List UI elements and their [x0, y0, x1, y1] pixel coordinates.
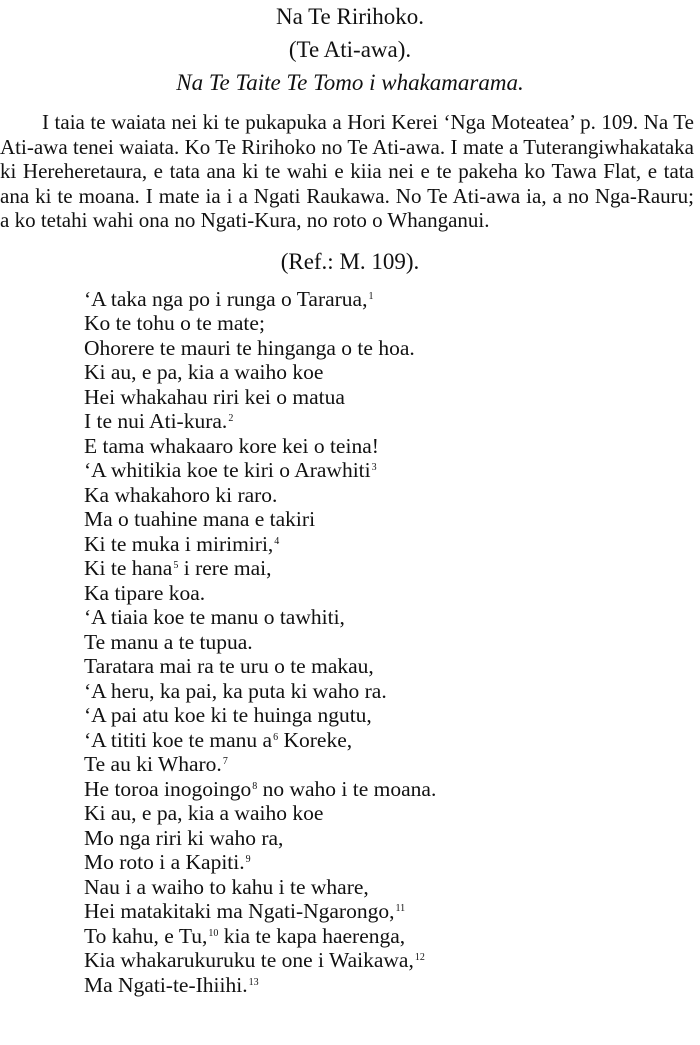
poem-line-text: Mo nga riri ki waho ra, [84, 825, 284, 850]
poem-line [84, 605, 700, 630]
poem-line [84, 483, 700, 508]
poem-line-text: Ko te tohu o te mate; [84, 311, 265, 335]
poem-line [84, 679, 700, 704]
poem-line-text: E tama whakaaro kore kei o teina! [84, 433, 379, 458]
footnote-marker: 12 [414, 952, 425, 963]
poem-line [84, 948, 700, 973]
poem-line [84, 630, 700, 655]
footnote-marker: 6 [273, 731, 279, 743]
intro-paragraph: I taia te waiata nei ki te pukapuka a Hori Kerei ‘Nga Moteatea’ p. 109. Na Te Ati-awa tenei waiata. Ko Te Ririhoko no Te Ati-awa. I mate a Tuterangiwhakataka ki Hereheretaura, e tata ana ki te wahi e kiia nei e te pakeha ko Tawa Flat, e tata ana ki te moana. I mate ia i a Ngati Raukawa. No Te Ati-awa ia, a no Nga-Rauru; a ko tetahi wahi ona no Ngati-Kura, no roto o Whanganui. [0, 110, 694, 232]
poem-line-text: Ki au, e pa, kia a waiho koe [84, 801, 324, 825]
poem-line [84, 360, 700, 385]
poem-line-text: Ohorere te mauri te hinganga o te hoa. [84, 335, 415, 360]
poem-line-text: Ki te hana [84, 556, 173, 580]
poem-line-text: kia te kapa haerenga, [218, 923, 406, 948]
poem-line-text: Hei matakitaki ma Ngati-Ngarongo, [84, 899, 395, 923]
poem-line-text: Te au ki Wharo. [84, 752, 222, 776]
poem-line-text: i rere mai, [178, 556, 272, 580]
poem-line [84, 458, 700, 483]
footnote-marker: 7 [222, 756, 228, 767]
reference-line: (Ref.: M. 109). [280, 248, 420, 274]
poem-line-text: no waho i te moana. [257, 776, 437, 801]
poem-line-text: Ki au, e pa, kia a waiho koe [84, 360, 324, 384]
footnote-marker: 11 [395, 903, 406, 914]
poem-line [84, 336, 700, 361]
footnote-marker: 8 [252, 780, 258, 792]
footnote-marker: 9 [245, 854, 251, 865]
poem-line [84, 385, 700, 410]
poem-line-text: Ki te muka i mirimiri, [84, 531, 274, 556]
poem-line [84, 752, 700, 777]
author-line: Na Te Taite Te Tomo i whakamarama. [176, 70, 524, 95]
poem-line [84, 654, 700, 679]
poem-line [84, 532, 700, 557]
poem-line-text: Mo roto i a Kapiti. [84, 850, 245, 874]
poem-line-text: Te manu a te tupua. [84, 629, 253, 654]
footnote-marker: 3 [371, 462, 377, 473]
tribe-subtitle: (Te Ati-awa). [288, 37, 412, 62]
poem-line-text: Ma o tuahine mana e takiri [84, 507, 316, 531]
poem-line [84, 728, 700, 753]
footnote-marker: 1 [368, 290, 374, 302]
poem-line [84, 924, 700, 949]
poem-line-text: ‘A pai atu koe ki te huinga ngutu, [84, 703, 372, 727]
poem-line [84, 287, 700, 312]
poem-line [84, 875, 700, 900]
poem-line-text: Ka tipare koa. [84, 580, 206, 605]
poem-line-text: ‘A tiaia koe te manu o tawhiti, [84, 605, 345, 629]
poem-line-text: ‘A whitikia koe te kiri o Arawhiti [84, 458, 371, 482]
footnote-marker: 2 [228, 413, 234, 424]
poem-line [84, 850, 700, 875]
poem-line [84, 434, 700, 459]
poem-line [84, 409, 700, 434]
footnote-marker: 5 [173, 560, 179, 571]
poem-line-text: ‘A tititi koe te manu a [84, 727, 273, 752]
poem-line-text: Nau i a waiho to kahu i te whare, [84, 874, 369, 899]
poem-line [84, 581, 700, 606]
poem-text [84, 287, 700, 998]
poem-line [84, 973, 700, 998]
poem-line-text: Ma Ngati-te-Ihiihi. [84, 972, 248, 997]
poem-line [84, 899, 700, 924]
poem-line-text: Kia whakarukuruku te one i Waikawa, [84, 948, 414, 972]
poem-line-text: I te nui Ati-kura. [84, 409, 228, 433]
poem-line [84, 507, 700, 532]
page-title: Na Te Ririhoko. [275, 4, 425, 29]
poem-line-text: Hei whakahau riri kei o matua [84, 384, 345, 409]
poem-line-text: Koreke, [278, 727, 353, 752]
poem-line-text: To kahu, e Tu, [84, 923, 208, 948]
footnote-marker: 13 [248, 976, 259, 988]
poem-line-text: ‘A taka nga po i runga o Tararua, [84, 286, 368, 311]
poem-line [84, 826, 700, 851]
poem-line-text: ‘A heru, ka pai, ka puta ki waho ra. [84, 678, 387, 703]
poem-line [84, 801, 700, 826]
poem-line [84, 703, 700, 728]
poem-line-text: Taratara mai ra te uru o te makau, [84, 654, 374, 678]
footnote-marker: 4 [274, 535, 280, 547]
poem-line-text: Ka whakahoro ki raro. [84, 482, 278, 507]
poem-line [84, 777, 700, 802]
poem-line [84, 556, 700, 581]
poem-line-text: He toroa inogoingo [84, 776, 252, 801]
poem-line [84, 311, 700, 336]
footnote-marker: 10 [208, 927, 219, 939]
